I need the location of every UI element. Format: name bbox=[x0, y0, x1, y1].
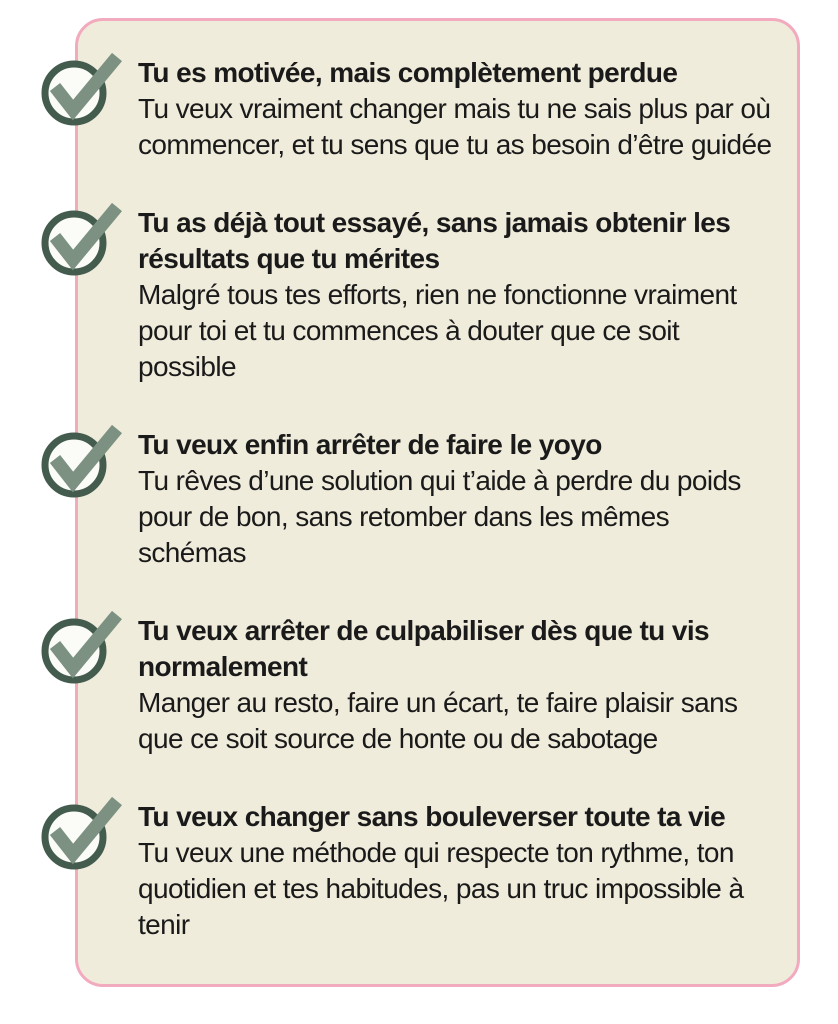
item-description: Tu veux une méthode qui respecte ton rythme, ton quotidien et tes habitudes, pas un truc impossible à tenir bbox=[138, 837, 744, 940]
check-circle-icon bbox=[40, 791, 124, 871]
checklist-item bbox=[138, 55, 783, 163]
item-description: Tu rêves d’une solution qui t’aide à perdre du poids pour de bon, sans retomber dans les mêmes schémas bbox=[138, 465, 741, 568]
checklist-item bbox=[138, 799, 783, 943]
check-circle-icon bbox=[40, 605, 124, 685]
item-title: Tu veux changer sans bouleverser toute ta vie bbox=[138, 801, 726, 832]
item-description: Tu veux vraiment changer mais tu ne sais plus par où commencer, et tu sens que tu as besoin d’être guidée bbox=[138, 93, 772, 160]
checklist-card bbox=[75, 18, 800, 987]
check-circle-icon bbox=[40, 197, 124, 277]
check-circle-icon bbox=[40, 419, 124, 499]
checklist-item bbox=[138, 613, 783, 757]
item-description: Manger au resto, faire un écart, te faire plaisir sans que ce soit source de honte ou de sabotage bbox=[138, 687, 738, 754]
item-title: Tu as déjà tout essayé, sans jamais obtenir les résultats que tu mérites bbox=[138, 207, 731, 274]
item-description: Malgré tous tes efforts, rien ne fonctionne vraiment pour toi et tu commences à douter que ce soit possible bbox=[138, 279, 737, 382]
check-circle-icon bbox=[40, 47, 124, 127]
item-title: Tu veux enfin arrêter de faire le yoyo bbox=[138, 429, 602, 460]
item-title: Tu es motivée, mais complètement perdue bbox=[138, 57, 678, 88]
checklist-item bbox=[138, 427, 783, 571]
checklist-item bbox=[138, 205, 783, 385]
item-title: Tu veux arrêter de culpabiliser dès que tu vis normalement bbox=[138, 615, 709, 682]
